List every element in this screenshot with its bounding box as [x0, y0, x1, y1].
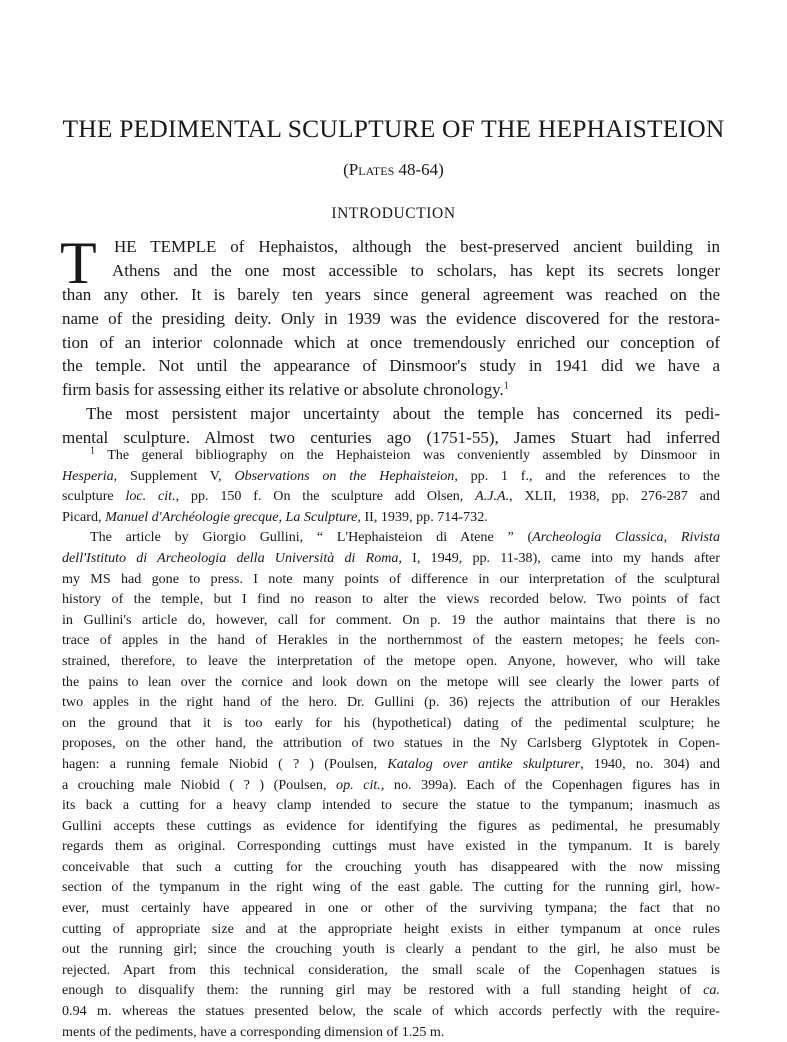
footnote-line: Picard, Manuel d'Archéologie grecque, La Sculpture, II, 1939, pp. 714-732. [62, 508, 488, 525]
footnote-line: proposes, on the other hand, the attribution of two statues in the Ny Carlsberg Glyptotek in Copen- [62, 735, 720, 752]
footnote-line: its back a cutting for a heavy clamp intended to secure the statue to the tympanum; inasmuch as [62, 797, 720, 814]
footnotes [62, 445, 720, 1042]
footnote-line: two apples in the right hand of the hero. Dr. Gullini (p. 36) rejects the attribution of our Herakles [62, 694, 720, 711]
body-line: Athens and the one most accessible to scholars, has kept its secrets longer [112, 260, 720, 280]
footnote-line: ments of the pediments, have a corresponding dimension of 1.25 m. [62, 1023, 445, 1040]
footnote-line: rejected. Apart from this technical consideration, the small scale of the Copenhagen statues is [62, 961, 720, 978]
footnote-line: conceivable that such a cutting for the crouching youth has disappeared with the now missing [62, 858, 720, 875]
body-line: name of the presiding deity. Only in 1939 was the evidence discovered for the restora- [62, 308, 720, 328]
body-line: tion of an interior colonnade which at once tremendously enriched our conception of [62, 332, 720, 352]
body-text [60, 230, 720, 450]
footnote-line: section of the tympanum in the right wing of the east gable. The cutting for the running girl, how- [62, 879, 720, 896]
footnote-reference: 1 [503, 380, 509, 392]
footnote-line: dell'Istituto di Archeologia della Università di Roma, I, 1949, pp. 11-38), came into my hands after [62, 549, 720, 566]
body-line: The most persistent major uncertainty about the temple has concerned its pedi- [86, 404, 720, 424]
footnote-line: the pains to lean over the cornice and look down on the metope will see clearly the lower parts of [62, 673, 720, 690]
footnote-line: Hesperia, Supplement V, Observations on the Hephaisteion, pp. 1 f., and the references to the [62, 467, 720, 484]
body-line-text: firm basis for assessing either its relative or absolute chronology. [62, 380, 504, 400]
footnote-line: hagen: a running female Niobid ( ? ) (Poulsen, Katalog over antike skulpturer, 1940, no. 304) and [62, 755, 720, 772]
footnote-line: $^1$ The general bibliography on the Hephaisteion was conveniently assembled by Dinsmoor in [90, 445, 720, 463]
body-line: the temple. Not until the appearance of Dinsmoor's study in 1941 did we have a [62, 356, 720, 376]
footnote-line: out the running girl; since the crouching youth is clearly a pendant to the girl, he also must be [62, 941, 720, 958]
footnote-line: Gullini accepts these cuttings as evidence for identifying the figures as pedimental, he presumably [62, 817, 720, 834]
footnote-line: history of the temple, but I find no reason to alter the views recorded below. Two points of fact [62, 591, 720, 608]
body-line [62, 378, 720, 402]
footnote-line: 0.94 m. whereas the statues presented below, the scale of which accords perfectly with the require- [62, 1003, 720, 1020]
section-heading: INTRODUCTION [331, 205, 456, 222]
footnote-line: regards them as original. Corresponding cuttings must have existed in the tympanum. It is barely [62, 838, 720, 855]
footnote-line: on the ground that it is too early for his (hypothetical) dating of the pedimental sculpture; he [62, 714, 720, 731]
footnote-line: trace of apples in the hand of Herakles in the northernmost of the eastern metopes; he feels con- [62, 632, 720, 649]
footnote-marker: 1 [90, 445, 95, 457]
footnote-line: The article by Giorgio Gullini, “ L'Hephaisteion di Atene ” (Archeologia Classica, Rivista [90, 529, 720, 546]
article-title: THE PEDIMENTAL SCULPTURE OF THE HEPHAISTEION [62, 114, 725, 143]
drop-cap: T [60, 230, 97, 296]
footnote-line: sculpture loc. cit., pp. 150 f. On the sculpture add Olsen, A.J.A., XLII, 1938, pp. 276-287 and [62, 488, 720, 505]
body-line: HE TEMPLE of Hephaistos, although the best-preserved ancient building in [114, 237, 720, 256]
body-line: than any other. It is barely ten years since general agreement was reached on the [62, 284, 720, 304]
footnote-line: enough to disqualify them: the running girl may be restored with a full standing height of ca. [62, 982, 720, 999]
footnote-line: ever, must certainly have appeared in one or other of the surviving tympana; the fact that no [62, 900, 720, 917]
body-line: mental sculpture. Almost two centuries ago (1751-55), James Stuart had inferred [62, 428, 720, 448]
plates-reference: (Plates 48-64) [343, 160, 444, 179]
footnote-line: strained, therefore, to leave the interpretation of the metope open. Anyone, however, who will take [62, 652, 720, 669]
footnote-line: a crouching male Niobid ( ? ) (Poulsen, op. cit., no. 399a). Each of the Copenhagen figures has in [62, 776, 720, 793]
footnote-line: cutting of appropriate size and at the appropriate height exists in either tympanum at once rules [62, 920, 720, 937]
footnote-line: in Gullini's article do, however, call for comment. On p. 19 the author maintains that there is no [62, 611, 720, 628]
footnote-line: my MS had gone to press. I note many points of difference in our interpretation of the sculptural [62, 570, 720, 587]
